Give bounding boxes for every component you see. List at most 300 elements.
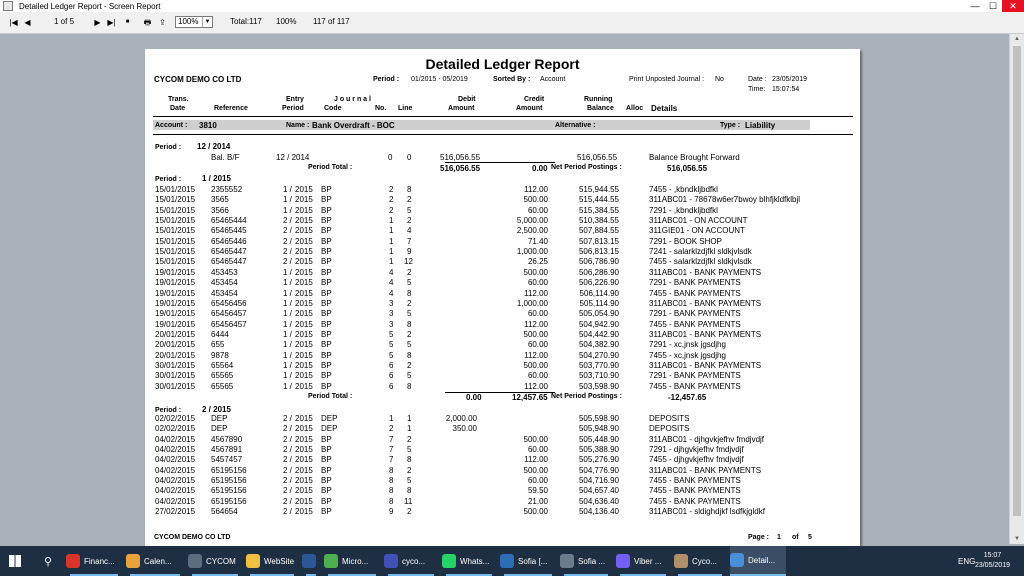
cell-period-no: 1 / [283, 350, 292, 360]
print-icon[interactable]: 🖶 [143, 18, 152, 27]
cell-line: 8 [407, 319, 412, 329]
zoom-select[interactable] [175, 16, 213, 28]
cell-credit: 500.00 [523, 195, 548, 205]
cell-credit: 5,000.00 [516, 216, 548, 226]
cell-reference: 453454 [211, 288, 238, 298]
taskbar-app[interactable] [560, 546, 612, 576]
cell-period-year: 2015 [295, 360, 313, 370]
time-value: 15:07:54 [772, 86, 800, 93]
cell-details: DEPOSITS [649, 414, 690, 423]
taskbar-app[interactable] [66, 546, 122, 576]
cell-period-no: 2 / [283, 434, 292, 444]
cell-period-no: 2 / [283, 465, 292, 475]
period-total-2014-credit: 0.00 [532, 164, 548, 173]
cell-period-no: 1 / [283, 278, 292, 288]
col-no: No. [375, 105, 387, 112]
cell-details: DEPOSITS [649, 424, 690, 434]
cell-code: BP [321, 434, 332, 444]
cell-details: 7291 - BANK PAYMENTS [649, 371, 741, 381]
table-row [145, 195, 860, 205]
cell-period-no: 2 / [283, 257, 292, 267]
cell-reference: 564654 [211, 507, 238, 517]
col-alloc: Alloc [626, 105, 644, 112]
app-icon [500, 554, 514, 568]
cell-period-no: 1 / [283, 205, 292, 215]
cell-period-no: 2 / [283, 496, 292, 506]
period-total-1-label: Period Total : [308, 393, 353, 400]
cell-date: 19/01/2015 [155, 309, 196, 319]
table-row [145, 414, 860, 424]
app-icon [66, 554, 80, 568]
cell-balance: 504,270.90 [578, 350, 619, 360]
taskbar-app[interactable] [500, 546, 556, 576]
net-postings-2014-label: Net Period Postings : [551, 164, 622, 171]
cell-date: 20/01/2015 [155, 340, 196, 350]
cell-period-no: 1 / [283, 288, 292, 298]
cell-code: BP [321, 267, 332, 277]
table-row [145, 435, 860, 445]
cell-details: 7455 - salarklzdjfkl sldkjvlsdk [649, 257, 752, 267]
cell-code: BP [321, 236, 332, 246]
cell-line: 12 [404, 257, 413, 267]
taskbar-app[interactable] [302, 546, 320, 576]
page-total: 5 [808, 534, 812, 541]
total-label: Total:117 [230, 17, 262, 26]
cell-details: 7291 - xc,jnsk jgsdjhg [649, 340, 726, 350]
page-indicator: 1 of 5 [54, 17, 75, 26]
cell-period-no: 1 / [283, 329, 292, 339]
cell-reference: 65465444 [211, 216, 247, 226]
alternative-label: Alternative : [555, 122, 596, 129]
cell-reference: DEP [211, 424, 228, 434]
cell-balance: 503,598.90 [578, 381, 619, 391]
cell-reference: 65456456 [211, 298, 247, 308]
account-value: 3810 [199, 121, 217, 130]
period-label: Period : [373, 76, 400, 83]
taskbar-app-label: Calen... [144, 556, 172, 566]
zoom-percent: 100% [276, 17, 297, 26]
cell-journal-no: 3 [389, 309, 394, 319]
cell-details: 311GIE01 - ON ACCOUNT [649, 226, 745, 236]
table-row [145, 351, 860, 361]
taskbar-app-label: CYCOM [206, 556, 236, 566]
cell-period-no: 2 / [283, 486, 292, 496]
cell-balance: 506,786.90 [578, 257, 619, 267]
taskbar-app[interactable] [126, 546, 184, 576]
cell-details: 311ABC01 - sldighdjkf lsdfkjgldkf [649, 507, 765, 517]
cell-period-no: 1 / [283, 371, 292, 381]
export-icon[interactable]: ⇪ [159, 18, 166, 27]
windows-icon [9, 555, 21, 567]
taskbar-app-label: Micro... [342, 556, 369, 566]
cell-code: BP [321, 507, 332, 517]
cell-balance: 507,813.15 [578, 236, 619, 246]
cell-journal-no: 8 [389, 486, 394, 496]
cell-period-year: 2015 [295, 226, 313, 236]
cell-code: BP [321, 205, 332, 215]
cell-reference: 65565 [211, 371, 234, 381]
cell-debit: 350.00 [452, 424, 477, 434]
col-debit: Debit [458, 96, 476, 103]
cell-line: 5 [407, 476, 412, 486]
cell-journal-no: 8 [389, 496, 394, 506]
app-icon [560, 554, 574, 568]
cell-code: BP [321, 278, 332, 288]
taskbar [0, 546, 1024, 576]
cell-period-year: 2015 [295, 424, 313, 434]
cell-balance: 504,442.90 [578, 329, 619, 339]
cell-line: 2 [407, 216, 412, 226]
cell-balance: 505,448.90 [578, 434, 619, 444]
cell-line: 8 [407, 486, 412, 496]
col-entry: Entry [286, 96, 304, 103]
cell-date: 19/01/2015 [155, 298, 196, 308]
clock[interactable] [975, 551, 1010, 571]
unposted-value: No [715, 76, 724, 83]
cell-code: BP [321, 257, 332, 267]
cell-credit: 1,000.00 [516, 247, 548, 257]
cell-balance: 506,226.90 [578, 278, 619, 288]
cell-code: BP [321, 319, 332, 329]
cell-period-no: 1 / [283, 298, 292, 308]
table-row [145, 309, 860, 319]
clock-time: 15:07 [983, 552, 1002, 559]
account-label: Account : [155, 122, 188, 129]
taskbar-app[interactable] [674, 546, 726, 576]
cell-period-year: 2015 [295, 216, 313, 226]
first-page-button[interactable]: |◀ [9, 18, 18, 27]
cell-period-year: 2015 [295, 414, 313, 423]
cell-period-year: 2015 [295, 267, 313, 277]
next-page-button[interactable]: ▶ [94, 18, 101, 27]
cell-credit: 500.00 [523, 267, 548, 277]
scrollbar-thumb[interactable] [1013, 46, 1021, 516]
zoom-value: 100% [178, 17, 199, 26]
cell-balance: 504,657.40 [578, 486, 619, 496]
cell-line: 5 [407, 278, 412, 288]
cell-credit: 500.00 [523, 360, 548, 370]
cell-period-year: 2015 [295, 319, 313, 329]
cell-reference: 3565 [211, 195, 229, 205]
cell-period-year: 2015 [295, 381, 313, 391]
cell-balance: 503,710.90 [578, 371, 619, 381]
window-title: Detailed Ledger Report - Screen Report [19, 1, 161, 11]
app-icon [442, 554, 456, 568]
account-divider [153, 134, 853, 135]
cell-journal-no: 6 [389, 381, 394, 391]
cell-period-no: 1 / [283, 309, 292, 319]
cell-code: BP [321, 247, 332, 257]
period-1-label: Period : [155, 176, 182, 183]
cell-credit: 112.00 [524, 455, 548, 465]
cell-reference: 3566 [211, 205, 229, 215]
cell-line: 8 [407, 455, 412, 465]
search-icon[interactable]: ⚲ [43, 555, 53, 568]
table-row [145, 299, 860, 309]
cell-date: 20/01/2015 [155, 329, 196, 339]
scroll-up-icon[interactable]: ▲ [1014, 36, 1020, 42]
cell-date: 30/01/2015 [155, 360, 196, 370]
period-1-value: 1 / 2015 [202, 174, 231, 183]
cell-reference: 65195156 [211, 476, 247, 486]
cell-journal-no: 7 [389, 434, 394, 444]
cell-period-no: 1 / [283, 185, 292, 194]
cell-code: BP [321, 455, 332, 465]
cell-period-no: 2 / [283, 507, 292, 517]
net-postings-1-label: Net Period Postings : [551, 393, 622, 400]
chevron-down-icon[interactable]: ▼ [202, 17, 212, 27]
cell-balance: 503,770.90 [578, 360, 619, 370]
app-icon [188, 554, 202, 568]
cell-journal-no: 8 [389, 465, 394, 475]
table-row [145, 382, 860, 392]
cell-period-no: 1 / [283, 195, 292, 205]
cell-debit: 2,000.00 [445, 414, 477, 423]
cell-period-year: 2015 [295, 298, 313, 308]
cell-credit: 112.00 [524, 185, 548, 194]
cell-code: BP [321, 216, 332, 226]
unposted-label: Print Unposted Journal : [629, 76, 705, 83]
cell-reference: 5457457 [211, 455, 243, 465]
col-running: Running [584, 96, 613, 103]
cell-period-year: 2015 [295, 476, 313, 486]
app-icon [3, 1, 13, 11]
cell-code: BP [321, 195, 332, 205]
cell-credit: 112.00 [524, 288, 548, 298]
sorted-by-value: Account [540, 76, 566, 83]
report-toolbar [0, 12, 1024, 34]
stop-icon[interactable]: ■ [125, 19, 130, 25]
taskbar-app-label: Detail... [748, 555, 776, 565]
cell-code: BP [321, 371, 332, 381]
period-total-1 [145, 393, 860, 403]
app-icon [302, 554, 316, 568]
period-total-1-debit: 0.00 [466, 393, 482, 402]
app-icon [616, 554, 630, 568]
language-indicator[interactable]: ENG [958, 557, 976, 566]
cell-balance: 504,776.90 [578, 465, 619, 475]
app-icon [384, 554, 398, 568]
cell-journal-no: 2 [389, 205, 394, 215]
cell-period-year: 2015 [295, 185, 313, 194]
cell-date: 04/02/2015 [155, 486, 196, 496]
cell-reference: 453454 [211, 278, 238, 288]
cell-details: 7455 - BANK PAYMENTS [649, 288, 741, 298]
vertical-scrollbar[interactable] [1009, 34, 1024, 544]
cell-details: 311ABC01 - 78678w6er7bwoy blhfjkldfklbjl [649, 195, 801, 205]
page-label: Page : [748, 534, 770, 541]
cell-line: 8 [407, 288, 412, 298]
cell-reference: 65195156 [211, 486, 247, 496]
taskbar-app-label: Sofia [... [518, 556, 548, 566]
cell-line: 5 [407, 371, 412, 381]
cell-credit: 59.50 [527, 486, 548, 496]
cell-date: 04/02/2015 [155, 445, 196, 455]
cell-reference: 4567891 [211, 445, 243, 455]
cell-date: 15/01/2015 [155, 195, 196, 205]
table-row [145, 320, 860, 330]
cell-period-year: 2015 [295, 329, 313, 339]
cell-details: 7291 - BANK PAYMENTS [649, 278, 741, 288]
taskbar-app[interactable] [324, 546, 380, 576]
cell-code: DEP [321, 424, 338, 434]
cell-date: 20/01/2015 [155, 350, 196, 360]
cell-line: 8 [407, 185, 412, 194]
cell-reference: 655 [211, 340, 225, 350]
cell-details: 7455 - ,kbndkljbdfkl [649, 185, 718, 194]
cell-details: 7455 - BANK PAYMENTS [649, 496, 741, 506]
last-page-button[interactable]: ▶| [107, 18, 116, 27]
cell-journal-no: 4 [389, 267, 394, 277]
taskbar-app[interactable] [730, 546, 786, 576]
cell-journal-no: 2 [389, 185, 394, 194]
taskbar-app[interactable] [442, 546, 496, 576]
table-row [145, 185, 860, 195]
table-row [145, 330, 860, 340]
cell-credit: 60.00 [527, 445, 548, 455]
cell-details: 7455 - BANK PAYMENTS [649, 381, 741, 391]
taskbar-app[interactable] [616, 546, 670, 576]
cell-details: 7291 - BANK PAYMENTS [649, 309, 741, 319]
start-button[interactable] [0, 546, 30, 576]
cell-balance: 507,884.55 [578, 226, 619, 236]
cell-balance: 506,813.15 [578, 247, 619, 257]
cell-balance: 510,384.55 [578, 216, 619, 226]
period-2014-value: 12 / 2014 [197, 142, 231, 151]
table-row [145, 257, 860, 267]
col-credit-amount: Amount [516, 105, 543, 112]
cell-balance: 515,384.55 [578, 205, 619, 215]
cell-details: 311ABC01 - BANK PAYMENTS [649, 329, 762, 339]
bal-bf-balance: 516,056.55 [577, 153, 618, 162]
cell-details: 311ABC01 - BANK PAYMENTS [649, 298, 762, 308]
close-button[interactable]: ✕ [1002, 0, 1024, 12]
cell-code: BP [321, 445, 332, 455]
cell-date: 19/01/2015 [155, 267, 196, 277]
cell-details: 7455 - BANK PAYMENTS [649, 319, 741, 329]
page-number: 1 [777, 534, 781, 541]
cell-details: 7291 - BOOK SHOP [649, 236, 722, 246]
cell-details: 7241 - salarklzdjfkl sldkjvlsdk [649, 247, 752, 257]
cell-line: 2 [407, 507, 412, 517]
taskbar-app-label: Whats... [460, 556, 490, 566]
cell-credit: 500.00 [523, 507, 548, 517]
cell-balance: 505,598.90 [578, 414, 619, 423]
cell-period-no: 1 / [283, 381, 292, 391]
total-2014-divider [445, 162, 555, 163]
cell-credit: 60.00 [527, 371, 548, 381]
cell-reference: 65465446 [211, 236, 247, 246]
cell-period-no: 2 / [283, 247, 292, 257]
cell-date: 04/02/2015 [155, 455, 196, 465]
cell-line: 5 [407, 445, 412, 455]
cell-line: 8 [407, 381, 412, 391]
cell-journal-no: 4 [389, 288, 394, 298]
cell-credit: 60.00 [527, 340, 548, 350]
cell-details: 7455 - xc,jnsk jgsdjhg [649, 350, 726, 360]
cell-credit: 112.00 [524, 350, 548, 360]
taskbar-app-label: Sofia ... [578, 556, 606, 566]
cell-period-year: 2015 [295, 309, 313, 319]
net-postings-1-value: -12,457.65 [668, 393, 707, 402]
scroll-down-icon[interactable]: ▼ [1014, 536, 1020, 542]
table-row [145, 455, 860, 465]
bal-bf-debit: 516,056.55 [440, 153, 481, 162]
cell-period-no: 2 / [283, 216, 292, 226]
table-row [145, 486, 860, 496]
app-icon [126, 554, 140, 568]
cell-journal-no: 5 [389, 350, 394, 360]
cell-details: 7455 - BANK PAYMENTS [649, 476, 741, 486]
cell-line: 11 [404, 496, 413, 506]
cell-reference: 65564 [211, 360, 234, 370]
cell-journal-no: 6 [389, 371, 394, 381]
cell-journal-no: 2 [389, 195, 394, 205]
table-row [145, 371, 860, 381]
minimize-button[interactable]: — [970, 1, 980, 11]
cell-code: BP [321, 185, 332, 194]
taskbar-app[interactable] [246, 546, 298, 576]
cell-date: 15/01/2015 [155, 226, 196, 236]
cell-journal-no: 1 [389, 216, 394, 226]
cell-journal-no: 1 [389, 414, 394, 423]
col-balance: Balance [587, 105, 614, 112]
date-value: 23/05/2019 [772, 76, 808, 83]
bal-bf-details: Balance Brought Forward [649, 153, 740, 162]
cell-journal-no: 9 [389, 507, 394, 517]
cell-code: DEP [321, 414, 338, 423]
cell-credit: 60.00 [527, 278, 548, 288]
cell-balance: 506,114.90 [579, 288, 619, 298]
cell-line: 2 [407, 465, 412, 475]
taskbar-app[interactable] [188, 546, 242, 576]
cell-period-no: 1 / [283, 267, 292, 277]
app-icon [674, 554, 688, 568]
cell-period-year: 2015 [295, 371, 313, 381]
cell-code: BP [321, 360, 332, 370]
account-bar [153, 120, 810, 130]
page-of: of [792, 534, 799, 541]
cell-details: 311ABC01 - djhgvkjefhv fmdjvdjf [649, 434, 765, 444]
title-bar [0, 0, 1024, 12]
cell-code: BP [321, 288, 332, 298]
col-credit: Credit [524, 96, 545, 103]
maximize-button[interactable]: ☐ [988, 1, 998, 11]
cell-period-year: 2015 [295, 278, 313, 288]
cell-line: 5 [407, 340, 412, 350]
cell-credit: 26.25 [527, 257, 548, 267]
period-2014-label: Period : [155, 144, 182, 151]
cell-balance: 505,948.90 [578, 424, 619, 434]
cell-reference: 4567890 [211, 434, 243, 444]
cell-period-year: 2015 [295, 496, 313, 506]
col-date: Date [170, 105, 186, 112]
taskbar-app[interactable] [384, 546, 438, 576]
cell-credit: 500.00 [523, 329, 548, 339]
cell-credit: 60.00 [527, 476, 548, 486]
cell-period-year: 2015 [295, 486, 313, 496]
cell-balance: 504,636.40 [578, 496, 619, 506]
table-row [145, 278, 860, 288]
cell-date: 04/02/2015 [155, 476, 196, 486]
period-2-value: 2 / 2015 [202, 405, 231, 414]
col-trans: Trans. [168, 96, 189, 103]
cell-reference: 65465447 [211, 247, 247, 257]
cell-balance: 504,942.90 [578, 319, 619, 329]
cell-period-year: 2015 [295, 205, 313, 215]
cell-reference: 65465445 [211, 226, 247, 236]
prev-page-button[interactable]: ◀ [24, 18, 31, 27]
